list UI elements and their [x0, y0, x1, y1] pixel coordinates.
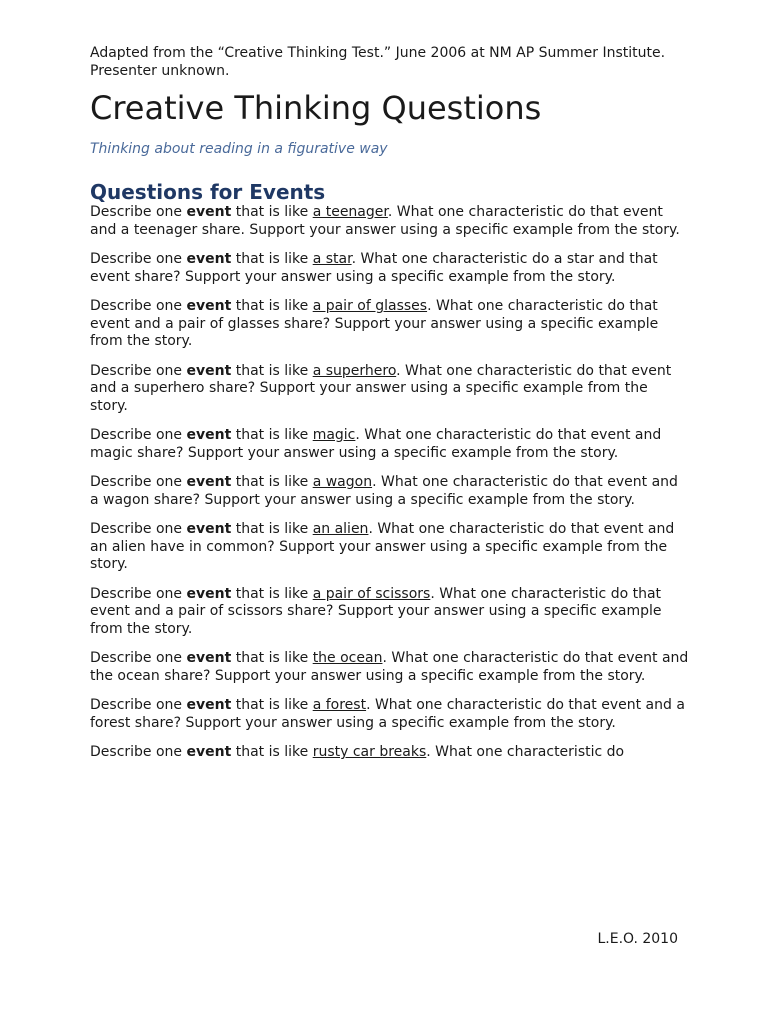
source-note: Adapted from the “Creative Thinking Test.” June 2006 at NM AP Summer Institute. Presenter unknown. — [90, 45, 666, 79]
question-item: Describe one event that is like an alien. What one characteristic do that event and an alien have in common? Support your answer using a specific example from the story. — [90, 521, 675, 572]
question-item: Describe one event that is like a pair of scissors. What one characteristic do that event and a pair of scissors share? Support your answer using a specific example from the story. — [90, 585, 662, 637]
question-item: Describe one event that is like a forest. What one characteristic do that event and a forest share? Support your answer using a specific example from the story. — [90, 697, 685, 731]
question-item: Describe one event that is like a wagon. What one characteristic do that event and a wagon share? Support your answer using a specific example from the story. — [90, 474, 678, 508]
footer-credit: L.E.O. 2010 — [597, 931, 678, 947]
question-item: Describe one event that is like magic. What one characteristic do that event and magic share? Support your answer using a specific example from the story. — [90, 427, 662, 461]
question-item: Describe one event that is like rusty car breaks. What one characteristic do — [90, 744, 625, 760]
section-heading: Questions for Events — [90, 180, 326, 204]
question-item: Describe one event that is like a star. What one characteristic do a star and that event share? Support your answer using a specific example from the story. — [90, 251, 658, 285]
page-title: Creative Thinking Questions — [90, 89, 542, 127]
question-list — [90, 204, 690, 762]
question-item: Describe one event that is like a superhero. What one characteristic do that event and a superhero share? Support your answer using a specific example from the story. — [90, 362, 672, 414]
question-item: Describe one event that is like a teenager. What one characteristic do that event and a teenager share. Support your answer using a specific example from the story. — [90, 204, 680, 238]
question-item: Describe one event that is like the ocean. What one characteristic do that event and the ocean share? Support your answer using a specific example from the story. — [90, 650, 689, 684]
question-item: Describe one event that is like a pair of glasses. What one characteristic do that event and a pair of glasses share? Support your answer using a specific example from the story. — [90, 298, 659, 349]
document-page — [90, 44, 690, 774]
page-subtitle: Thinking about reading in a figurative way — [90, 141, 388, 157]
